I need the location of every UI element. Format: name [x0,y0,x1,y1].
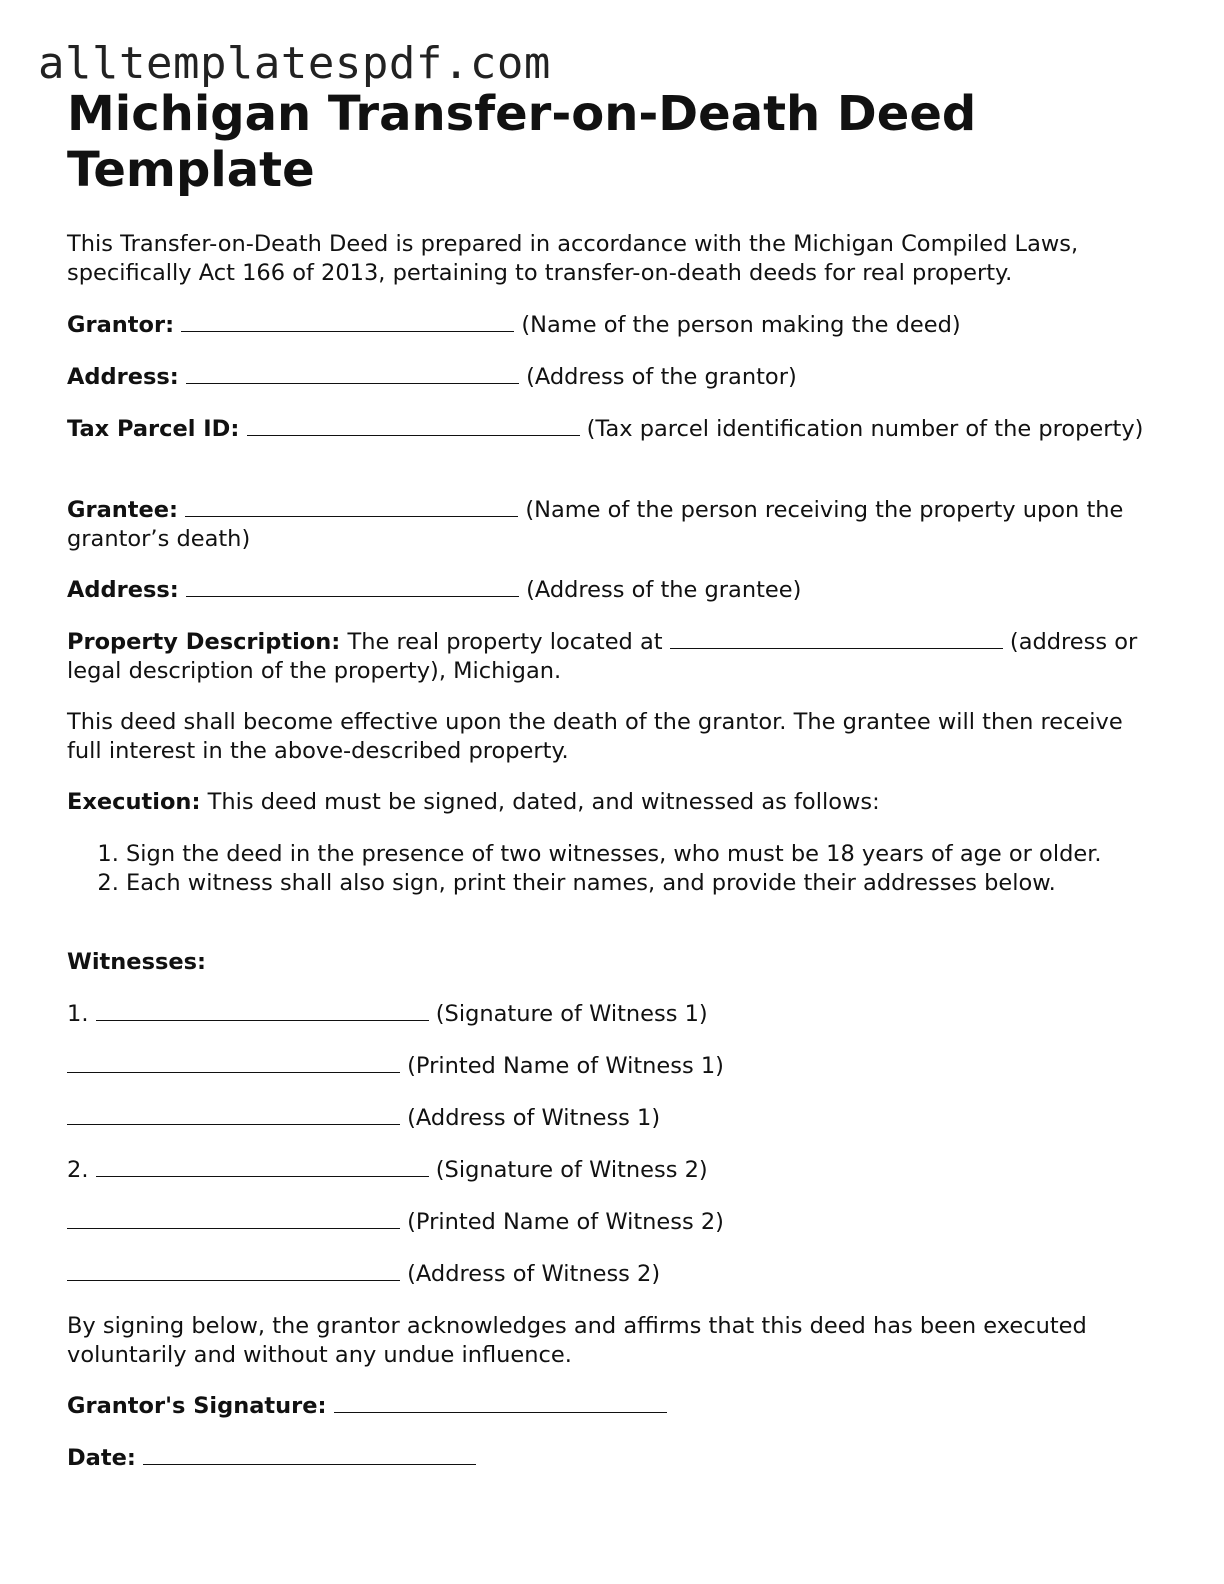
witness-1-signature-blank[interactable] [96,1000,429,1021]
effective-paragraph: This deed shall become effective upon the death of the grantor. The grantee will then receive full interest in the above-described property. [67,709,1123,764]
witness-2-address-blank[interactable] [67,1260,400,1281]
grantee-field [67,496,1157,553]
execution-step: 1. Sign the deed in the presence of two witnesses, who must be 18 years of age or older. [126,840,1166,869]
date-line [67,1444,476,1473]
property-label: Property Description: [67,629,341,655]
acknowledgement-paragraph: By signing below, the grantor acknowledges and affirms that this deed has been executed voluntarily and without any undue influence. [67,1313,1087,1368]
grantor-address-field [67,363,1157,392]
intro-paragraph: This Transfer-on-Death Deed is prepared in accordance with the Michigan Compiled Laws, specifically Act 166 of 2013, pertaining to transfer-on-death deeds for real property. [67,231,1079,286]
grantor-signature-label: Grantor's Signature: [67,1393,327,1419]
grantor-hint: (Name of the person making the deed) [521,312,961,338]
date-label: Date: [67,1445,136,1471]
witness-1-address-hint: (Address of Witness 1) [407,1105,661,1131]
grantor-field [67,311,1157,340]
tax-parcel-blank[interactable] [247,415,580,436]
witness-1-number: 1. [67,1001,89,1027]
witness-2-name-line [67,1208,724,1237]
property-text-before: The real property located at [347,629,663,655]
witness-1-name-hint: (Printed Name of Witness 1) [407,1053,724,1079]
grantee-address-label: Address: [67,577,179,603]
grantor-signature-blank[interactable] [334,1392,667,1413]
property-description [67,628,1167,685]
witness-2-address-line [67,1260,660,1289]
witness-1-signature-line [67,1000,708,1029]
witnesses-heading: Witnesses: [67,949,206,975]
grantee-label: Grantee: [67,497,179,523]
tax-parcel-field [67,415,1157,444]
witness-1-signature-hint: (Signature of Witness 1) [435,1001,708,1027]
execution-paragraph [67,788,1157,817]
witness-2-number: 2. [67,1157,89,1183]
witness-2-signature-line [67,1156,708,1185]
grantee-address-blank[interactable] [186,576,519,597]
grantor-address-hint: (Address of the grantor) [526,364,797,390]
witness-2-signature-blank[interactable] [96,1156,429,1177]
grantee-address-field [67,576,1157,605]
grantor-label: Grantor: [67,312,175,338]
tax-parcel-hint: (Tax parcel identification number of the property) [586,416,1144,442]
grantee-blank[interactable] [185,496,518,517]
witness-1-name-line [67,1052,724,1081]
execution-text: This deed must be signed, dated, and witnessed as follows: [207,789,880,815]
grantor-address-label: Address: [67,364,179,390]
grantor-address-blank[interactable] [186,363,519,384]
execution-step: 2. Each witness shall also sign, print their names, and provide their addresses below. [126,869,1166,898]
witness-2-name-hint: (Printed Name of Witness 2) [407,1209,724,1235]
page-title: Michigan Transfer-on-Death Deed Template [67,86,977,198]
property-blank[interactable] [670,628,1003,649]
grantor-signature-line [67,1392,667,1421]
property-text-after: (address or legal description of the property), Michigan. [67,629,1138,684]
date-blank[interactable] [143,1444,476,1465]
grantor-blank[interactable] [181,311,514,332]
witness-2-name-blank[interactable] [67,1208,400,1229]
execution-label: Execution: [67,789,201,815]
watermark-text: alltemplatespdf.com [38,38,551,89]
witness-2-address-hint: (Address of Witness 2) [407,1261,661,1287]
execution-steps [67,840,1166,897]
witness-2-signature-hint: (Signature of Witness 2) [435,1157,708,1183]
grantee-hint: (Name of the person receiving the property upon the grantor’s death) [67,497,1124,552]
witness-1-name-blank[interactable] [67,1052,400,1073]
tax-parcel-label: Tax Parcel ID: [67,416,240,442]
grantee-address-hint: (Address of the grantee) [526,577,802,603]
witness-1-address-line [67,1104,660,1133]
witness-1-address-blank[interactable] [67,1104,400,1125]
